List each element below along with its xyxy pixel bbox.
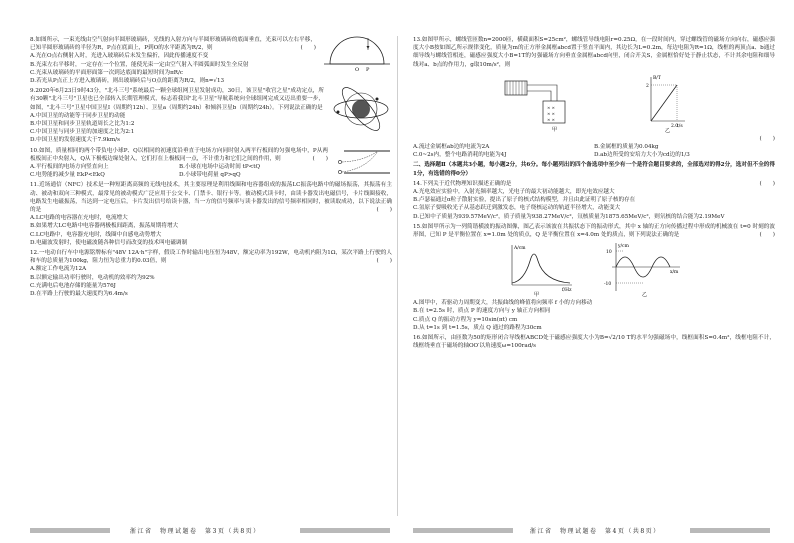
option-b: B.中国卫星和同步卫星轨道周长之比为1:2 <box>30 121 135 128</box>
footer-bar-left-2 <box>300 528 390 533</box>
question-stem: 12.一电动自行车中电源铭牌标有"48V 12A·h"字样，假设工作时输出电压恒为48V，额定功率为192W，电动机内阻为1Ω，某次平路上行驶的人和车的总质量为100kg，阻力恒为总重力的0.03倍，则 ( ) <box>30 250 392 265</box>
question-stem: 8.如图所示，一束光线由空气射向半圆形玻璃砖，光线的入射方向与半圆形玻璃砖的底面垂直，光束可以左右平移，已知半圆形玻璃砖的半径为R，P点在底面上，P到O的水平距离为R/2，则 ( ) <box>30 37 316 52</box>
option-b: B.以额定输出功率行驶时，电动机的效率约为92% <box>30 274 155 281</box>
footer-bar-right-2 <box>690 528 770 533</box>
option-b: B.卢瑟福通过α粒子散射实验，提出了原子的核式结构模型，并且由此证明了原子核的存在 <box>413 197 636 204</box>
tick-20: 2.0 <box>671 123 679 129</box>
figure-label-yi: 乙 <box>642 292 648 298</box>
axis-label-ts: t/s <box>677 123 683 129</box>
question-10 <box>30 147 392 180</box>
option-c: C.电势能的减少量 EkP<EkQ <box>30 172 105 179</box>
fig-label-p: P <box>366 67 370 72</box>
question-stem: 15.如图甲所示为一列简谐横波的振动图像，图乙表示该波在共振状态下的振动形式，其中 x 轴的正方向传播过程中形成的机械波在 t=0 时刻的波形图，已知 P 是平衡位置在 x=1.0m 处的质点，Q 是平衡位置在 x=4.0m 处的质点，则下列说法正确的是 ( ) <box>413 223 775 239</box>
option-c: C.中国卫星与同步卫星的加速度之比为2:1 <box>30 129 135 136</box>
solenoid-frame-figure <box>499 71 619 133</box>
left-page-column <box>30 36 392 526</box>
footer-bar-right <box>413 528 513 533</box>
option-d: D.ab边所受的安培力大小为cd边的1/3 <box>594 152 690 159</box>
option-c: C.质点 Q 的振动方程为 y=10sin(πt) cm <box>413 316 518 323</box>
question-14 <box>413 180 775 221</box>
question-stem: 16.如图所示，由匝数为50的矩形闭合导线框ABCD处于磁感应强度大小为B=√2/10 T的水平匀强磁场中，线框面积S=0.4m²，线框电阻不计，线框绕垂直于磁场的轴OO′以角速度ω=100rad/s <box>413 335 775 350</box>
svg-text:× ×: × × <box>547 110 555 116</box>
question-11 <box>30 181 392 247</box>
question-15 <box>413 223 775 332</box>
axis-label-xm: x/m <box>670 270 679 276</box>
option-a: A.光电效应实验中，入射光频率越大，光电子的最大初动能越大，即光电效应越大 <box>413 189 615 196</box>
axis-label-acm: A/cm <box>514 246 526 252</box>
figure-label-yi: 乙 <box>665 127 671 133</box>
option-b: B.金属框的质量为0.04kg <box>594 144 659 151</box>
option-d: D.已知中子质量为939.57MeV/c²，质子质量为938.27MeV/c²，氘核质量为1875.65MeV/c²，则氘核的结合能为2.19MeV <box>413 213 725 220</box>
semicircle-glass-figure <box>322 36 392 72</box>
option-c: C.充满电后电池存储的能量为576J <box>30 282 116 289</box>
svg-text:× ×: × × <box>547 116 555 122</box>
question-13 <box>413 36 775 159</box>
option-c: C.0~2s内，整个电路消耗的电能为4J <box>413 152 507 159</box>
page-footer-right: 浙江省 物理试题卷 第4页（共8页） <box>530 528 661 535</box>
question-8 <box>30 36 392 85</box>
option-d: D.在平路上行驶的最大速度约为6.4m/s <box>30 291 128 298</box>
svg-text:× ×: × × <box>547 104 555 110</box>
axis-label-bt: B/T <box>653 75 661 81</box>
option-c: C.氢原子要吸收光子从基态跃迁到激发态，电子绕核运动的轨道半径增大，动能变大 <box>413 205 621 212</box>
question-stem: 10.如图，质量相同的两个带负电小球P、Q以相同的初速度沿垂直于电场方向同时射入两平行板间的匀强电场中，P从两板板间正中央射入，Q从下极板边缘处射入，它们打在上极板同一点，不计重力和它们之间的作用，则 ( ) <box>30 147 328 162</box>
option-b: B.如果增大LC电路中电容器两极板间距离，振荡周期将增大 <box>30 223 179 230</box>
page-footer-left: 浙江省 物理试题卷 第3页（共8页） <box>130 528 261 535</box>
question-9 <box>30 87 392 144</box>
option-b: B.在 t=2.5s 时，质点 P 的速度方向与 y 轴正方向相同 <box>413 308 551 315</box>
option-a: A.图甲中，若驱动力周期变大，共振曲线的峰值将向频率 f 小的方向移动 <box>413 300 593 307</box>
question-16 <box>413 334 775 350</box>
tick-2: 2 <box>646 83 649 89</box>
option-b: B.光束左右平移时，一定存在一个位置，能使光束一定由空气射入半圆弧面时发生全反射 <box>30 61 249 68</box>
option-d: D.小球带电荷量 qP>qQ <box>179 172 241 179</box>
satellite-orbit-figure <box>330 87 392 131</box>
section-heading: 二、选择题Ⅱ（本题共3小题，每小题2分，共6分。每小题列出的四个备选项中至少有一个是符合题目要求的，全部选对的得2分，选对但不全的得1分，有选错的得0分） <box>413 162 775 177</box>
footer-bar-left <box>30 528 110 533</box>
option-a: A.平行板间的电场方向竖直向上 <box>30 164 109 171</box>
q15-figures <box>413 241 775 297</box>
wave-graph-figure <box>604 241 684 297</box>
option-c: C.LC电路中，电容器充电时，线圈中自感电动势增大 <box>30 231 162 238</box>
option-a: A.中国卫星的动能等于同步卫星的动能 <box>30 112 126 119</box>
question-stem: 9.2020年6月23日9时43分，"北斗三号"系统最后一颗全球组网卫星发射成功，30日，该卫星"收官之星"成功定点，所有30颗"北斗三号"卫星也已全部转入长期管理模式，标志着我国"北斗卫星"导航系统向全球组网完成又迈出重要一步，如图，"北斗三号"卫星中国卫星I（周期约12h）、卫星a（周期约24h）和倾斜卫星b（周期约24h）。下列说法正确的是 <box>30 88 324 111</box>
question-stem: 13.如图甲所示，螺线管匝数n=2000匝，横截面积S=25cm²，螺线管导线电阻r=0.25Ω，在一段时间内，穿过螺线管的磁场方向向右，磁感应强度大小B按如图乙所示规律变化，质量为m的正方形金属框abcd置于竖直平面内，其边长为L=0.2m，每边电阻为R=1Ω，线框的两顶点a、b通过细导线与螺线管相连，磁感应强度大小B=1T的匀强磁场方向垂直金属框abcd向里，闭合开关S，金属框恰好处于静止状态，不计其余电阻和细导线对a、b点的作用力，g取10m/s²，则 <box>413 37 775 68</box>
question-bracket: ( ) <box>759 135 775 142</box>
option-a: A.LC电路的电容器在充电时，电流增大 <box>30 215 128 222</box>
tick-neg10: -10 <box>604 282 612 288</box>
right-page-column <box>413 36 775 526</box>
option-a: A.光在O点右侧射入时，光进入玻璃砖后未发生偏折，因此传播速度不变 <box>30 53 209 60</box>
option-d: D.电磁波发射时，使电磁波随各种信号而改变的技术叫电磁调制 <box>30 239 188 246</box>
option-a: A.流过金属框ab边的电流为2A <box>413 144 490 151</box>
question-stem: 14.下列关于近代物理知识描述正确的是 ( ) <box>413 180 775 187</box>
resonance-curve-figure <box>504 241 576 297</box>
question-stem: 11.近场通信（NFC）技术是一种短距离高频的无线电技术，其主要原理是利用线圈和电容器组成的振荡LC振荡电路中的磁场振荡，其振荡有主动、被动和双向三种模式，最常见的被动模式广泛应用于公交卡、门禁卡、银行卡等。被动模式读卡时，由读卡器发出电磁信号，卡片线圈接收，电路发生电磁振荡，当达到一定电压后，卡片发出信号给读卡器，当一方的信号频率与读卡器发出的信号频率相同时，被读取成功，以下说法正确的是 ( ) <box>30 182 392 214</box>
page-divider <box>397 36 398 516</box>
figure-label-jia: 甲 <box>534 292 540 298</box>
tick-10: 10 <box>606 250 612 256</box>
question-12 <box>30 249 392 298</box>
option-b: B.小球在电场中运动时间 tP<tQ <box>179 164 261 171</box>
option-d: D.中国卫星的发射速度大于7.9km/s <box>30 137 120 144</box>
option-d: D.若光从P点正上方进入玻璃砖，则出玻璃砖后与O点的距离为R/2，则n=√13 <box>30 78 225 85</box>
option-c: C.光束从玻璃砖的平面形面第一次到达底面的最短时间为πR/c <box>30 69 184 76</box>
axis-label-ycm: y/cm <box>618 244 629 250</box>
q13-figures <box>413 71 775 133</box>
parallel-plate-figure <box>334 147 392 177</box>
b-t-graph <box>643 71 689 133</box>
figure-label-jia: 甲 <box>552 126 558 133</box>
option-a: A.额定工作电流为12A <box>30 266 87 273</box>
fig-label-o: O <box>355 67 360 72</box>
option-d: D.从 t=1s 到 t=1.5s，质点 Q 通过的路程为30cm <box>413 324 542 331</box>
axis-label-fhz: f/Hz <box>562 288 572 294</box>
